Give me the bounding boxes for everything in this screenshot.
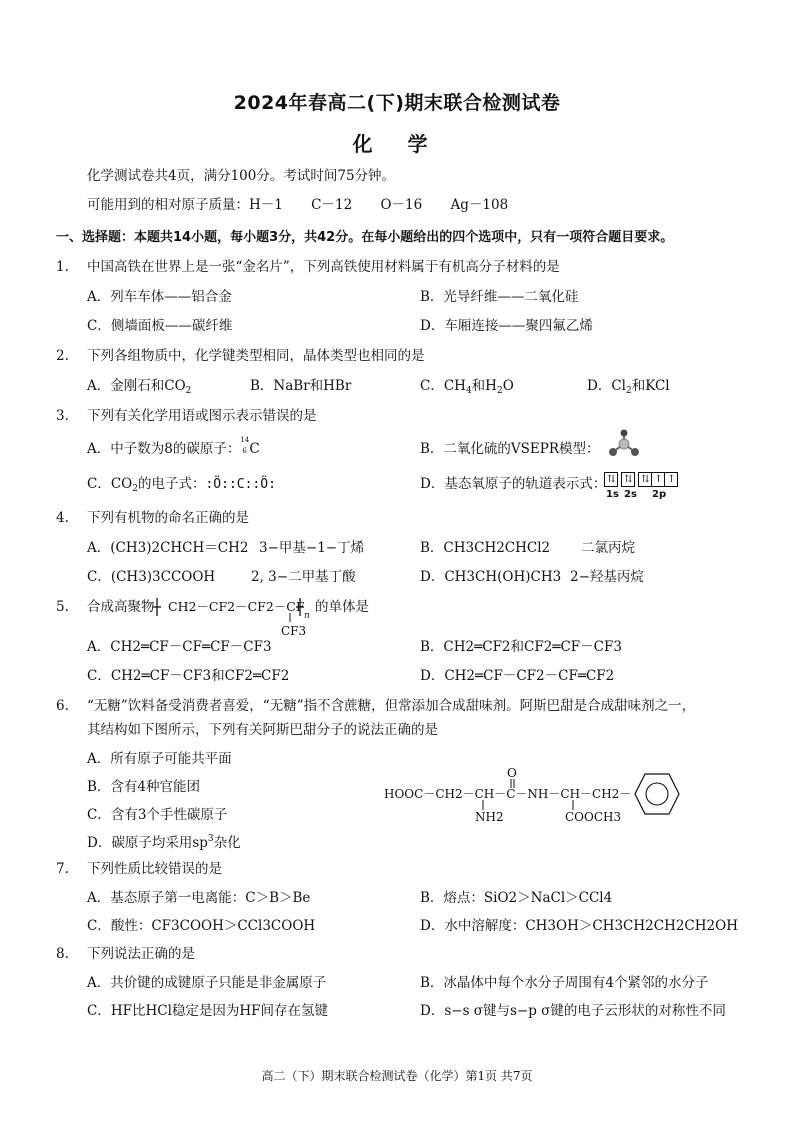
q4-option-b-formula: B．CH3CH2CHCl2 (420, 540, 551, 556)
orbital-2p-3: ↑ (664, 472, 678, 487)
q1-option-a: A．列车车体——铝合金 (87, 289, 232, 305)
aspartame-ester-group: COOCH3 (565, 810, 622, 824)
q4-option-a-formula: A．(CH3)2CHCH＝CH2 (87, 540, 249, 556)
q8-option-c: C．HF比HCl稳定是因为HF间存在氢键 (87, 1003, 329, 1019)
q8-number: 8. (56, 946, 69, 962)
q5-option-a: A．CH2═CF－CF═CF－CF3 (87, 639, 272, 655)
oxygen-orbital-diagram (604, 472, 677, 487)
q1-number: 1. (56, 259, 69, 275)
q2-option-a: A．金刚石和$CO_2$ (87, 378, 192, 396)
q2-option-b: B．NaBr和HBr (250, 378, 352, 394)
intro-line-1: 化学测试卷共4页，满分100分。考试时间75分钟。 (87, 168, 396, 184)
q8-option-b: B．冰晶体中每个水分子周围有4个紧邻的水分子 (420, 975, 709, 991)
q2-option-c: C．$CH_4$和$H_2O$ (420, 378, 514, 396)
isotope-symbol: C (249, 441, 260, 457)
q6-option-c: C．含有3个手性碳原子 (87, 807, 228, 823)
q8-stem: 下列说法正确的是 (87, 946, 195, 962)
atomic-mass-o: O－16 (380, 197, 423, 213)
orbital-1s: ⇅ (604, 472, 618, 487)
q4-option-d-formula: D．CH3CH(OH)CH3 (420, 569, 562, 585)
atomic-mass-ag: Ag－108 (450, 197, 509, 213)
q7-stem: 下列性质比较错误的是 (87, 861, 222, 877)
q4-option-d-name: 2−羟基丙烷 (570, 569, 644, 585)
q3-option-a: A．中子数为8的碳原子： 14 6 C (87, 436, 260, 457)
q5-stem-prefix: 合成高聚物 (87, 599, 155, 615)
aspartame-main-chain: HOOC－CH2－CH－C－NH－CH－CH2－ (384, 787, 632, 801)
q1-stem: 中国高铁在世界上是一张“金名片”，下列高铁使用材料属于有机高分子材料的是 (87, 259, 560, 275)
q1-option-c: C．侧墙面板——碳纤维 (87, 318, 233, 334)
q6-number: 6. (56, 698, 69, 714)
so2-vsepr-model-icon (606, 428, 642, 458)
q6-stem-line-1: “无糖”饮料备受消费者喜爱，“无糖”指不含蔗糖，但常添加合成甜味剂。阿斯巴甜是合成甜味剂之一， (87, 698, 696, 714)
q4-stem: 下列有机物的命名正确的是 (87, 510, 249, 526)
q3-option-b: B．二氧化硫的VSEPR模型： (420, 441, 600, 457)
orbital-2p-1: ⇅ (638, 472, 652, 487)
q7-option-d: D．水中溶解度：CH3OH＞CH3CH2CH2CH2OH (420, 918, 738, 934)
q7-number: 7. (56, 861, 69, 877)
orbital-2s: ⇅ (621, 472, 635, 487)
q7-option-b: B．熔点：SiO2＞NaCl＞CCl4 (420, 890, 613, 906)
exam-subject: 化 学 (352, 132, 442, 156)
aspartame-bonds (470, 776, 590, 812)
section-heading: 一、选择题：本题共14小题，每小题3分，共42分。在每小题给出的四个选项中，只有一项符合题目要求。 (56, 230, 674, 245)
atomic-mass-c: C－12 (311, 197, 353, 213)
q2-stem: 下列各组物质中，化学键类型相同，晶体类型也相同的是 (87, 348, 425, 364)
polymer-branch: CF3 (281, 624, 307, 638)
q6-option-b: B．含有4种官能团 (87, 779, 201, 795)
co2-electron-formula: :Ö::C::Ö: (205, 477, 276, 492)
q3-number: 3. (56, 408, 69, 424)
q6-option-a: A．所有原子可能共平面 (87, 751, 232, 767)
isotope-atomic-number: 6 (242, 447, 247, 455)
q6-option-d: D．碳原子均采用$sp^3$杂化 (87, 834, 241, 851)
orbital-label-2p: 2p (652, 489, 667, 500)
intro-line-2 (87, 196, 508, 214)
q4-option-c-formula: C．(CH3)3CCOOH (87, 569, 216, 585)
atomic-mass-h: 可能用到的相对原子质量：H－1 (87, 197, 283, 213)
isotope-mass-number: 14 (240, 436, 250, 444)
q1-option-b: B．光导纤维——二氧化硅 (420, 289, 579, 305)
q4-option-c-name: 2, 3−二甲基丁酸 (251, 569, 356, 585)
q5-option-c: C．CH2═CF－CF3和CF2═CF2 (87, 668, 290, 684)
q4-option-b-name: 二氯丙烷 (581, 540, 635, 556)
q8-option-d: D．s−s σ键与s−p σ键的电子云形状的对称性不同 (420, 1003, 726, 1019)
q7-option-c: C．酸性：CF3COOH＞CCl3COOH (87, 918, 316, 934)
exam-title: 2024年春高二(下)期末联合检测试卷 (233, 92, 561, 114)
polymer-n: n (304, 611, 310, 621)
q2-option-d: D．$Cl_2$和KCl (587, 378, 670, 396)
q5-option-b: B．CH2═CF2和CF2═CF－CF3 (420, 639, 622, 655)
q4-number: 4. (56, 510, 69, 526)
q5-option-d: D．CH2═CF－CF2－CF═CF2 (420, 668, 615, 684)
orbital-label-2s: 2s (624, 489, 637, 500)
q5-number: 5. (56, 599, 69, 615)
q8-option-a: A．共价键的成键原子只能是非金属原子 (87, 975, 327, 991)
q3-option-d: D．基态氧原子的轨道表示式： (420, 476, 607, 492)
orbital-label-1s: 1s (606, 489, 619, 500)
q5-stem-suffix: 的单体是 (315, 599, 369, 615)
aspartame-carbonyl-o: O (507, 766, 517, 780)
benzene-ring-icon (633, 772, 681, 816)
q2-number: 2. (56, 348, 69, 364)
polymer-repeat-unit: CH2－CF2－CF2－CF (168, 599, 305, 614)
q3-option-c: C．$CO_2$的电子式：:Ö::C::Ö: (87, 476, 276, 494)
q1-option-d: D．车厢连接——聚四氟乙烯 (420, 318, 593, 334)
q6-stem-line-2: 其结构如下图所示，下列有关阿斯巴甜分子的说法正确的是 (87, 722, 438, 738)
page-footer: 高二（下）期末联合检测试卷（化学）第1页 共7页 (261, 1069, 533, 1083)
q4-option-a-name: 3−甲基−1−丁烯 (259, 540, 365, 556)
aspartame-amino-group: NH2 (475, 810, 504, 824)
orbital-2p-2: ↑ (651, 472, 665, 487)
q7-option-a: A．基态原子第一电离能：C＞B＞Be (87, 890, 311, 906)
q3-stem: 下列有关化学用语或图示表示错误的是 (87, 408, 317, 424)
